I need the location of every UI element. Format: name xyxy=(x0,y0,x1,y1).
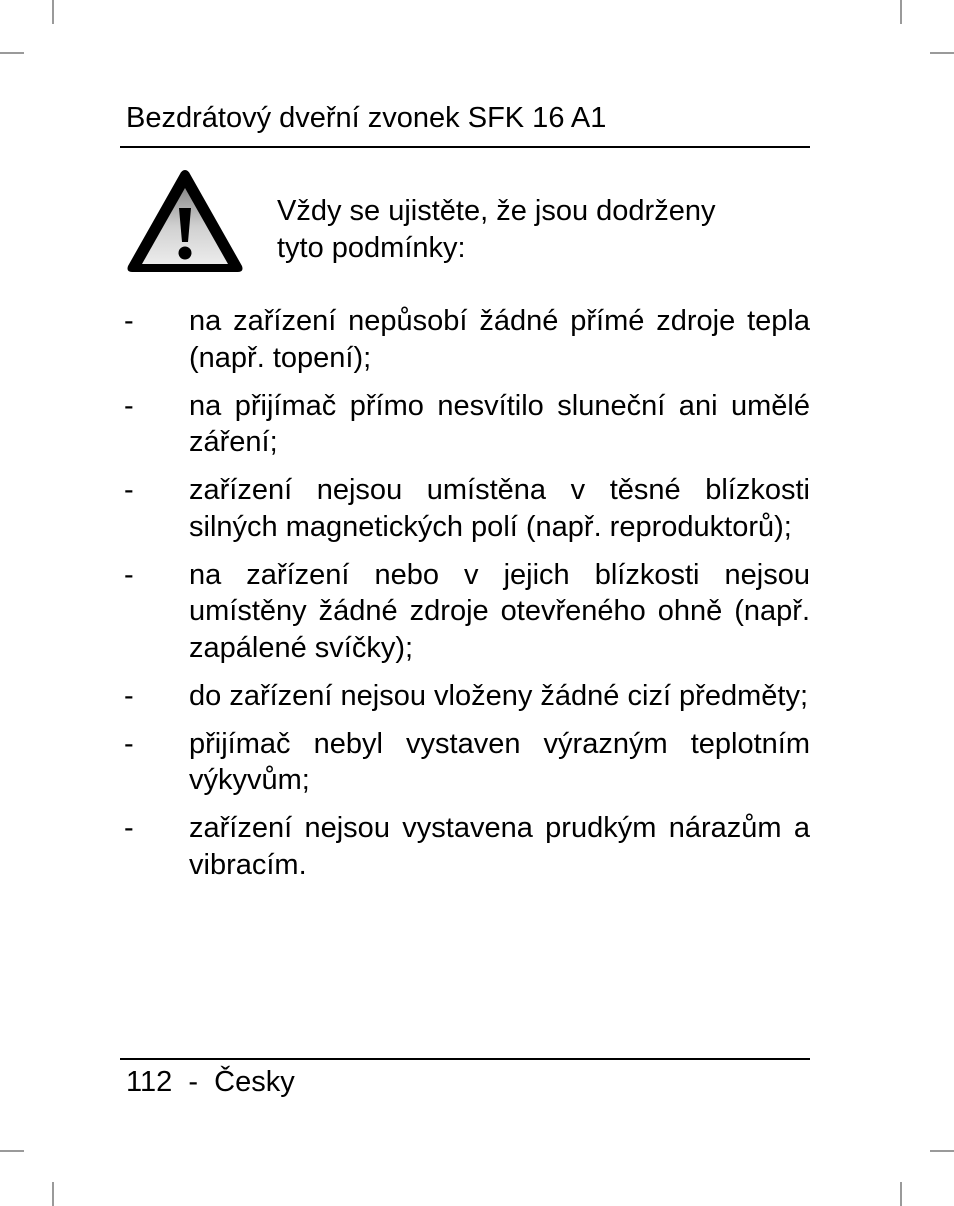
crop-mark-top-left xyxy=(52,0,54,24)
crop-mark-top-right-horizontal xyxy=(930,52,954,54)
list-item-text: na přijímač přímo nesvítilo sluneční ani umělé záření; xyxy=(189,389,810,458)
list-item xyxy=(120,557,810,667)
conditions-list xyxy=(120,303,810,895)
crop-mark-bottom-right xyxy=(900,1182,902,1206)
crop-mark-top-right xyxy=(900,0,902,24)
warning-triangle-icon xyxy=(124,166,246,276)
list-dash: - xyxy=(124,679,134,712)
footer-rule xyxy=(120,1058,810,1060)
list-dash: - xyxy=(124,305,134,337)
warning-message xyxy=(277,193,797,266)
list-item xyxy=(120,388,810,461)
list-item xyxy=(120,303,810,376)
warning-line-1: Vždy se ujistěte, že jsou dodrženy xyxy=(277,195,716,227)
list-item-text: na zařízení nebo v jejich blízkosti nejsou umístěny žádné zdroje otevřeného ohně (např. zapálené svíčky); xyxy=(189,558,810,664)
list-dash: - xyxy=(124,389,134,422)
list-item xyxy=(120,472,810,545)
crop-mark-bottom-left xyxy=(52,1182,54,1206)
list-item-text: do zařízení nejsou vloženy žádné cizí předměty; xyxy=(189,679,808,712)
list-dash: - xyxy=(124,812,134,844)
crop-mark-bottom-left-horizontal xyxy=(0,1150,24,1152)
page-header-title: Bezdrátový dveřní zvonek SFK 16 A1 xyxy=(126,102,607,134)
page-number: 112 xyxy=(126,1066,173,1098)
list-item-text: zařízení nejsou vystavena prudkým nárazům a vibracím. xyxy=(189,812,810,881)
list-item-text: přijímač nebyl vystaven výrazným teplotním výkyvům; xyxy=(189,727,810,796)
list-item xyxy=(120,810,810,883)
footer-separator: - xyxy=(188,1066,199,1098)
crop-mark-top-left-horizontal xyxy=(0,52,24,54)
footer-language: Česky xyxy=(214,1066,295,1098)
page-footer xyxy=(126,1064,295,1100)
list-item xyxy=(120,726,810,799)
list-dash: - xyxy=(124,474,134,506)
crop-mark-bottom-right-horizontal xyxy=(930,1150,954,1152)
header-rule xyxy=(120,146,810,148)
warning-line-2: tyto podmínky: xyxy=(277,231,466,264)
list-item-text: na zařízení nepůsobí žádné přímé zdroje tepla (např. topení); xyxy=(189,305,810,374)
list-item xyxy=(120,678,810,715)
list-dash: - xyxy=(124,727,134,760)
list-dash: - xyxy=(124,558,134,591)
list-item-text: zařízení nejsou umístěna v těsné blízkosti silných magnetických polí (např. reproduktorů); xyxy=(189,474,810,543)
